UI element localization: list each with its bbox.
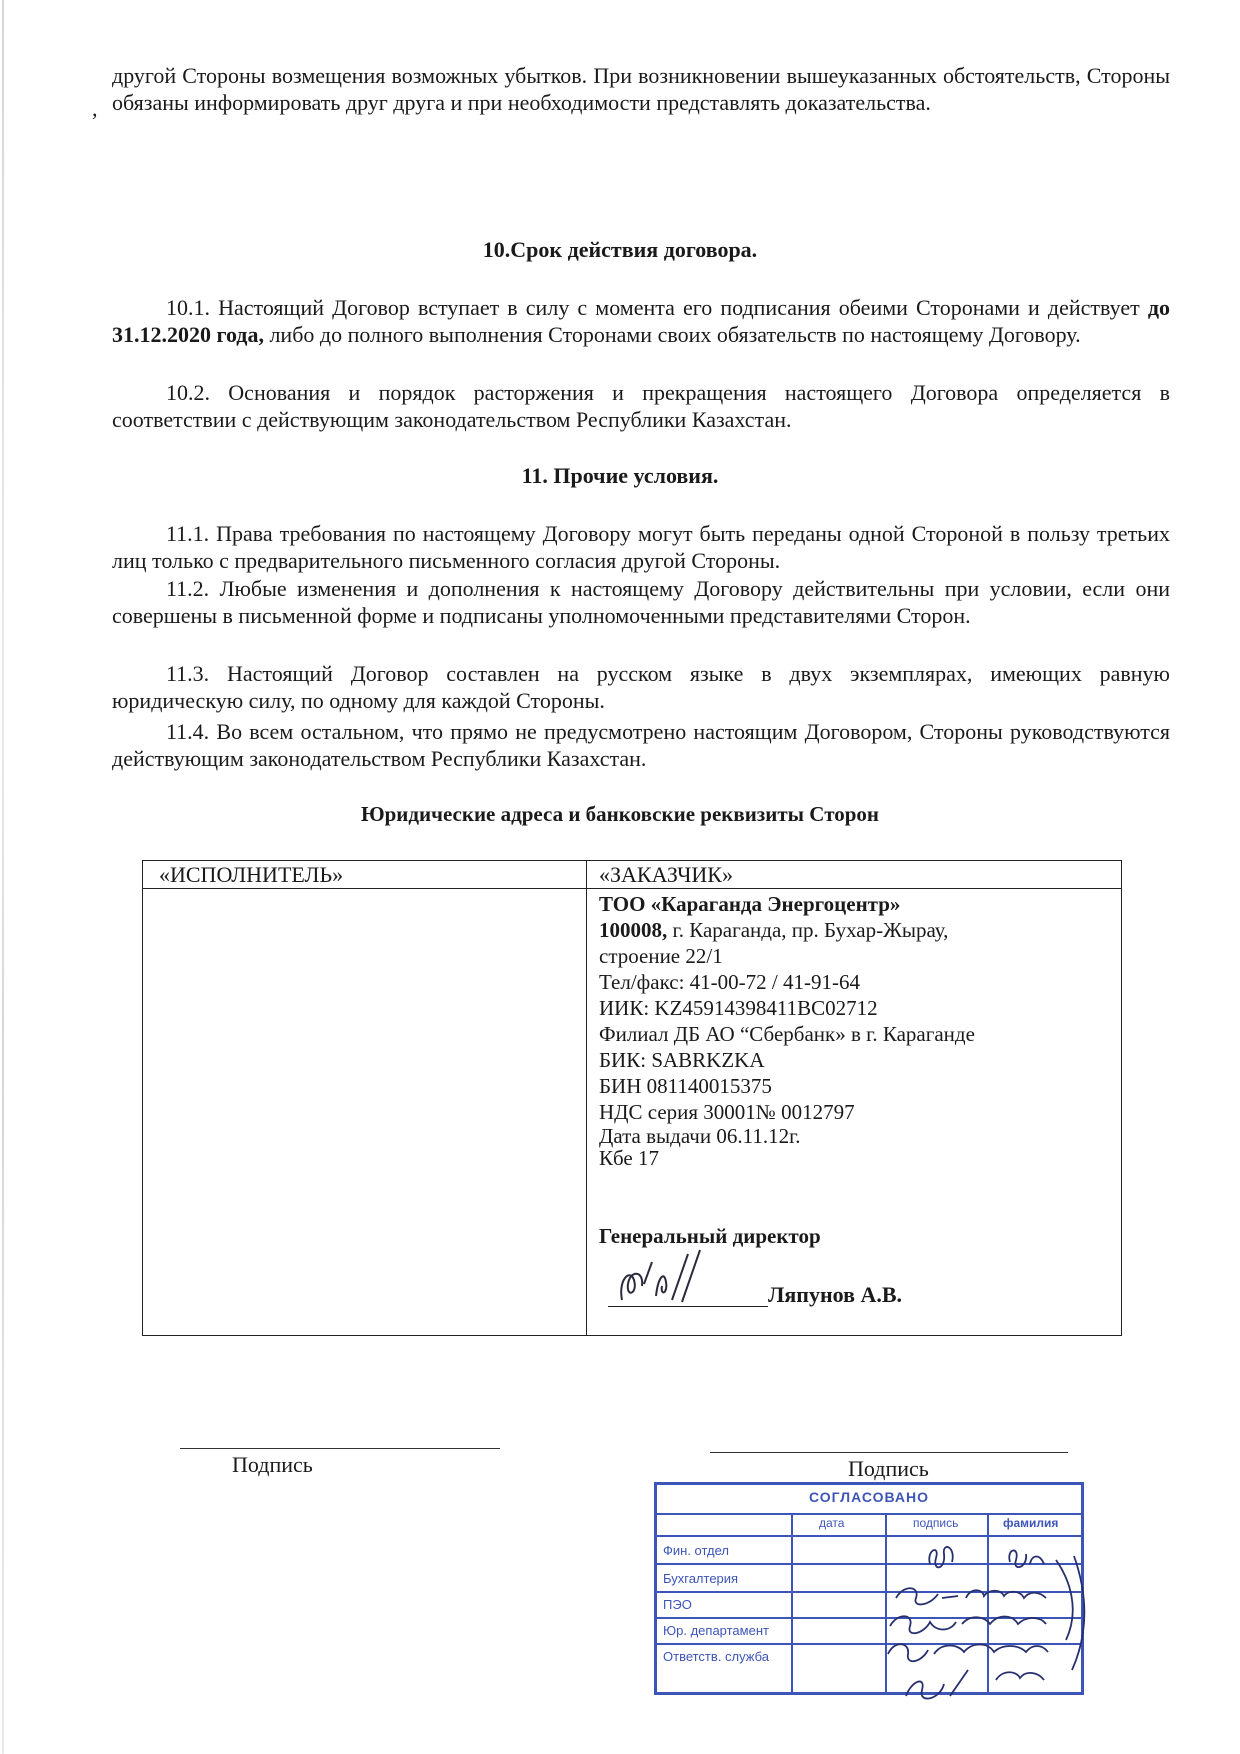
stamp-col-date: дата bbox=[819, 1516, 845, 1530]
customer-bank: Филиал ДБ АО “Сбербанк» в г. Караганде bbox=[599, 1022, 975, 1046]
executor-column-header: «ИСПОЛНИТЕЛЬ» bbox=[159, 862, 344, 887]
customer-column-header: «ЗАКАЗЧИК» bbox=[599, 862, 733, 887]
customer-address-line2: строение 22/1 bbox=[599, 944, 723, 968]
stamp-row-label: Юр. департамент bbox=[663, 1623, 769, 1638]
customer-phone: Тел/факс: 41-00-72 / 41-91-64 bbox=[599, 970, 860, 994]
stamp-row-label: ПЭО bbox=[663, 1597, 692, 1612]
column-divider bbox=[586, 861, 587, 1335]
director-signature bbox=[600, 1240, 770, 1310]
director-name: Ляпунов А.В. bbox=[768, 1282, 903, 1307]
customer-nds: НДС серия 30001№ 0012797 bbox=[599, 1100, 855, 1124]
section-10-heading: 10.Срок действия договора. bbox=[482, 237, 758, 262]
stamp-rule bbox=[791, 1513, 793, 1692]
section-11-heading: 11. Прочие условия. bbox=[521, 463, 719, 488]
clause-11-4: 11.4. Во всем остальном, что прямо не предусмотрено настоящим Договором, Стороны руководствуются действующим законодательством Республики Казахстан. bbox=[112, 719, 1170, 771]
stamp-title: СОГЛАСОВАНО bbox=[809, 1489, 929, 1505]
customer-address: 100008, г. Караганда, пр. Бухар-Жырау, bbox=[599, 918, 949, 942]
director-title: Генеральный директор bbox=[599, 1224, 821, 1248]
stamp-row-label: Бухгалтерия bbox=[663, 1571, 739, 1586]
clause-10-1: 10.1. Настоящий Договор вступает в силу с момента его подписания обеими Сторонами и действует до 31.12.2020 года, либо до полного выполнения Сторонами своих обязательств по настоящему Договору. bbox=[112, 295, 1171, 347]
stray-mark: , bbox=[92, 96, 98, 121]
left-signature-line bbox=[180, 1448, 500, 1449]
stamp-col-sign: подпись bbox=[913, 1516, 959, 1530]
stamp-row-label: Фин. отдел bbox=[663, 1543, 729, 1558]
scan-edge bbox=[2, 0, 4, 1754]
left-signature-label: Подпись bbox=[232, 1452, 313, 1477]
clause-11-2: 11.2. Любые изменения и дополнения к настоящему Договору действительны при условии, если они совершены в письменной форме и подписаны уполномоченными представителями Сторон. bbox=[112, 576, 1170, 628]
clause-10-2: 10.2. Основания и порядок расторжения и прекращения настоящего Договора определяется в соответствии с действующим законодательством Республики Казахстан. bbox=[112, 380, 1170, 432]
top-paragraph: другой Стороны возмещения возможных убытков. При возникновении вышеуказанных обстоятельств, Стороны обязаны информировать друг друга и при необходимости представлять доказательства. bbox=[112, 63, 1170, 115]
clause-11-1: 11.1. Права требования по настоящему Договору могут быть переданы одной Стороной в пользу третьих лиц только с предварительного письменного согласия другой Стороны. bbox=[112, 521, 1170, 573]
customer-bik: БИК: SABRKZKA bbox=[599, 1048, 765, 1072]
right-signature-label: Подпись bbox=[848, 1456, 929, 1481]
customer-details bbox=[599, 891, 1114, 1249]
customer-issue-date: Дата выдачи 06.11.12г. bbox=[599, 1124, 801, 1148]
stamp-row-label: Ответств. служба bbox=[663, 1649, 769, 1664]
deadline-date: до 31.12.2020 года, bbox=[112, 295, 1171, 347]
customer-iik: ИИК: KZ45914398411BC02712 bbox=[599, 996, 878, 1020]
right-signature-line bbox=[710, 1452, 1068, 1453]
clause-11-3: 11.3. Настоящий Договор составлен на русском языке в двух экземплярах, имеющих равную юридическую силу, по одному для каждой Стороны. bbox=[112, 661, 1170, 713]
stamp-handwritten-signatures bbox=[860, 1520, 1100, 1710]
director-signature-line bbox=[608, 1306, 768, 1307]
customer-bin: БИН 081140015375 bbox=[599, 1074, 772, 1098]
requisites-heading: Юридические адреса и банковские реквизиты Сторон bbox=[360, 802, 880, 826]
customer-name: ТОО «Караганда Энергоцентр» bbox=[599, 892, 901, 916]
stamp-rule bbox=[657, 1513, 1081, 1515]
requisites-table-header bbox=[143, 861, 1121, 889]
customer-kbe: Кбе 17 bbox=[599, 1146, 659, 1170]
stamp-col-surname: фамилия bbox=[1003, 1516, 1059, 1530]
